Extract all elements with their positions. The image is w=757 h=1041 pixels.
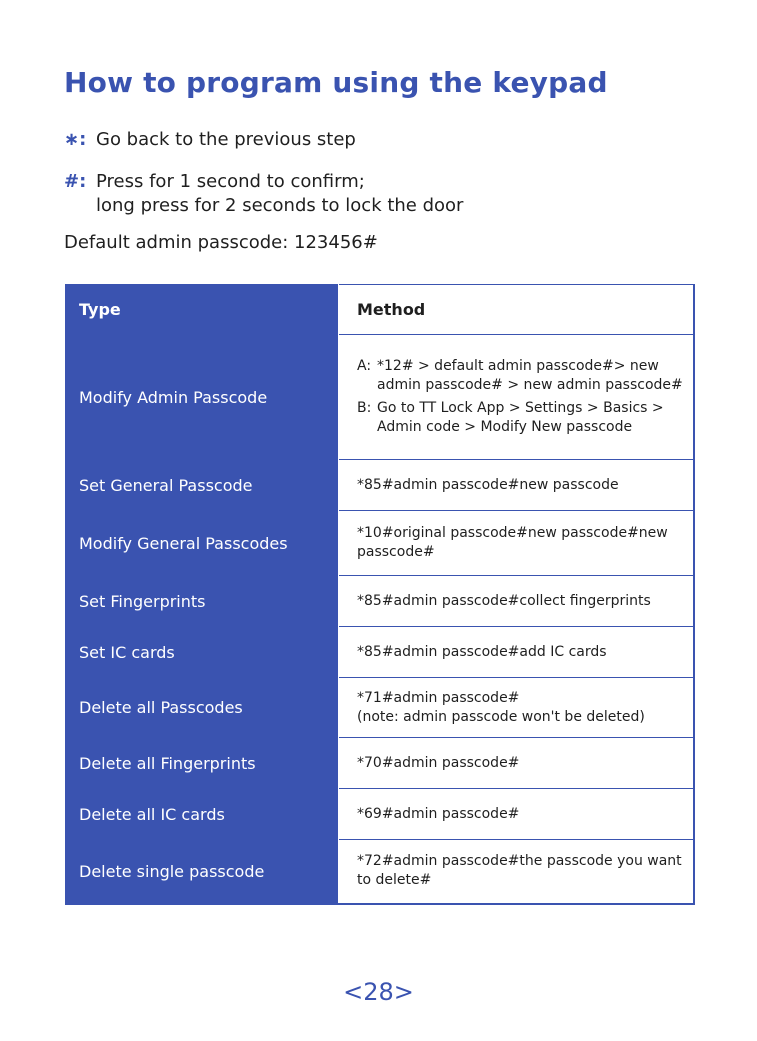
table-row: [65, 511, 694, 576]
option-key: A:: [357, 358, 372, 374]
row-method: *69#admin passcode#: [339, 789, 695, 840]
row-method: *85#admin passcode#new passcode: [339, 460, 695, 511]
table-row: [65, 335, 694, 460]
row-method: *85#admin passcode#collect fingerprints: [339, 576, 695, 627]
row-method: *72#admin passcode#the passcode you want to delete#: [339, 840, 695, 904]
star-symbol: ∗:: [64, 129, 87, 150]
method-text: *71#admin passcode#: [357, 689, 520, 706]
row-type: Delete all Passcodes: [65, 678, 339, 738]
table-row: [65, 627, 694, 678]
row-type: Set Fingerprints: [65, 576, 339, 627]
option-text: *12# > default admin passcode#> new admin passcode# > new admin passcode#: [377, 358, 683, 393]
note-hash-line2: long press for 2 seconds to lock the door: [96, 195, 464, 216]
note-star-text: Go back to the previous step: [96, 129, 356, 150]
row-method: [339, 678, 695, 738]
keypad-table: [65, 284, 695, 905]
row-type: Delete single passcode: [65, 840, 339, 904]
row-type: Set IC cards: [65, 627, 339, 678]
table-header-row: [65, 285, 694, 335]
option-key: B:: [357, 400, 372, 416]
note-hash-line1: Press for 1 second to confirm;: [96, 171, 365, 192]
row-type: Modify Admin Passcode: [65, 335, 339, 460]
table-row: [65, 789, 694, 840]
table-row: [65, 738, 694, 789]
row-method: [339, 335, 695, 460]
default-passcode: Default admin passcode: 123456#: [64, 232, 378, 253]
row-type: Delete all Fingerprints: [65, 738, 339, 789]
table-row: [65, 460, 694, 511]
method-note: (note: admin passcode won't be deleted): [357, 708, 645, 725]
note-hash: [64, 170, 463, 218]
option-text: Go to TT Lock App > Settings > Basics > Admin code > Modify New passcode: [377, 400, 664, 435]
table-row: [65, 678, 694, 738]
header-type: Type: [65, 285, 339, 335]
hash-symbol: #:: [64, 171, 87, 192]
row-method: *10#original passcode#new passcode#new passcode#: [339, 511, 695, 576]
row-type: Set General Passcode: [65, 460, 339, 511]
method-option-a: [357, 357, 685, 395]
row-type: Delete all IC cards: [65, 789, 339, 840]
page-number: <28>: [343, 978, 414, 1006]
row-type: Modify General Passcodes: [65, 511, 339, 576]
method-option-b: [357, 399, 685, 437]
note-star: [64, 128, 356, 152]
page-title: How to program using the keypad: [64, 66, 608, 99]
table-row: [65, 576, 694, 627]
table-row: [65, 840, 694, 904]
row-method: *85#admin passcode#add IC cards: [339, 627, 695, 678]
header-method: Method: [339, 285, 695, 335]
row-method: *70#admin passcode#: [339, 738, 695, 789]
